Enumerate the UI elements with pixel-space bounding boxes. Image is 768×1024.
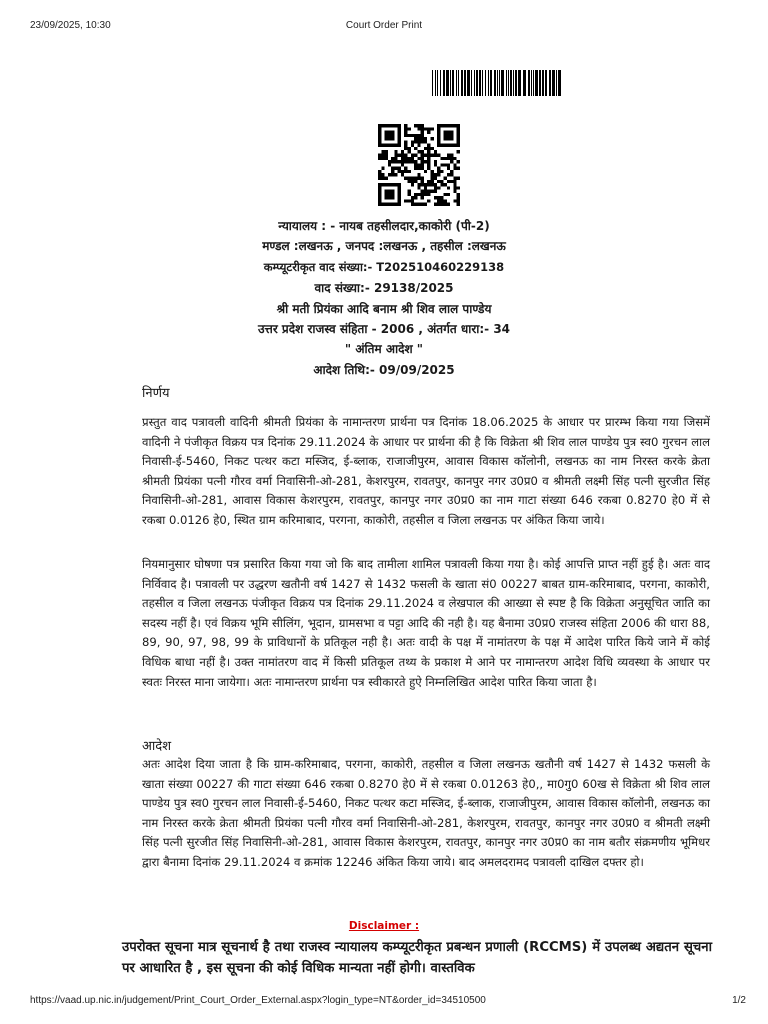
print-url: https://vaad.up.nic.in/judgement/Print_Court_Order_External.aspx?login_type=NT&order_id=34510500 (30, 995, 486, 1006)
order-type: " अंतिम आदेश " (344, 342, 424, 356)
case-number: वाद संख्या:- 29138/2025 (314, 281, 454, 295)
print-datetime: 23/09/2025, 10:30 (30, 20, 111, 31)
case-parties: श्री मती प्रियंका आदि बनाम श्री शिव लाल पाण्डेय (276, 302, 492, 316)
computer-case-number: कम्प्यूटरीकृत वाद संख्या:- T202510460229138 (263, 260, 505, 274)
case-act: उत्तर प्रदेश राजस्व संहिता - 2006 , अंतर्गत धारा:- 34 (257, 322, 511, 336)
qr-code-icon (378, 124, 460, 206)
order-date: आदेश तिथि:- 09/09/2025 (313, 363, 455, 377)
page-number: 1/2 (732, 995, 746, 1006)
disclaimer-label: Disclaimer : (348, 920, 420, 932)
print-title: Court Order Print (345, 20, 423, 31)
judgement-paragraph-2: नियमानुसार घोषणा पत्र प्रसारित किया गया जो कि बाद तामीला शामिल पत्रावली किया गया है। कोई आपत्ति प्राप्त नहीं हुई है। अतः वाद निर्विवाद है। पत्रावली पर उद्धरण खतौनी वर्ष 1427 से 1432 फसली के खाता सं0 00227 बाबत ग्राम-करिमाबाद, परगना, काकोरी, तहसील व जिला लखनऊ पंजीकृत विक्रय पत्र दिनांक 29.11.2024 व लेखपाल की आख्या से स्पष्ट है कि विक्रेता अनुसूचित जाति का सदस्य नहीं है। एवं विक्रय भूमि सीलिंग, भूदान, ग्रामसभा व पट्टा आदि की नही है। यह बैनामा उ0प्र0 राजस्व संहिता 2006 की धारा 88, 89, 90, 97, 98, 99 के प्राविधानों के प्रतिकूल नही है। अतः वादी के पक्ष में नामांतरण के पक्ष में आदेश पारित किये जाने में कोई विधिक बाधा नहीं है। उक्त नामांतरण वाद में किसी प्रतिकूल तथ्य के प्रकाश मे आने पर नामान्तरण आदेश विधि व्यवस्था के आधार पर स्वतः निरस्त माना जायेगा। अतः नामान्तरण प्रार्थना पत्र स्वीकारते हुऐ निम्नलिखित आदेश पारित किया जाता है। (142, 557, 710, 689)
barcode-icon (432, 70, 562, 96)
order-heading: आदेश (142, 739, 172, 754)
disclaimer-text: उपरोक्त सूचना मात्र सूचनार्थ है तथा राजस्व न्यायालय कम्प्यूटरीकृत प्रबन्धन प्रणाली (RCCMS) में उपलब्ध अद्यतन सूचना पर आधारित है , इस सूचना की कोई विधिक मान्यता नहीं होगी। वास्तविक (122, 940, 712, 976)
judgement-heading: निर्णय (142, 386, 170, 401)
court-location: मण्डल :लखनऊ , जनपद :लखनऊ , तहसील :लखनऊ (262, 239, 506, 253)
court-name: न्यायालय : - नायब तहसीलदार,काकोरी (पी-2) (278, 219, 490, 233)
judgement-paragraph-1: प्रस्तुत वाद पत्रावली वादिनी श्रीमती प्रियंका के नामान्तरण प्रार्थना पत्र दिनांक 18.06.2025 के आधार पर प्रारम्भ किया गया जिसमें वादिनी ने पंजीकृत विक्रय पत्र दिनांक 29.11.2024 के आधार पर प्रार्थना की है कि विक्रेता श्री शिव लाल पाण्डेय पुत्र स्व0 गुरचन लाल निवासी-ई-5460, निकट पत्थर कटा मस्जिद, ई-ब्लाक, राजाजीपुरम, आवास विकास कॉलोनी, लखनऊ का नाम निरस्त करके क्रेता श्रीमती प्रियंका पत्नी गौरव वर्मा निवासिनी-ओ-281, केशरपुरम, रावतपुर, कानपुर नगर उ0प्र0 व श्रीमती लक्ष्मी सिंह पत्नी सुरजीत सिंह निवासिनी-ओ-281, आवास विकास केशरपुरम, रावतपुर, कानपुर नगर उ0प्र0 का नाम गाटा संख्या 646 रकबा 0.8270 हे0 में से रकबा 0.0126 हे0, स्थित ग्राम करिमाबाद, परगना, काकोरी, तहसील व जिला लखनऊ पर अंकित किया जाये। (142, 415, 710, 527)
order-paragraph: अतः आदेश दिया जाता है कि ग्राम-करिमाबाद, परगना, काकोरी, तहसील व जिला लखनऊ खतौनी वर्ष 1427 से 1432 फसली के खाता संख्या 00227 की गाटा संख्या 646 रकबा 0.8270 हे0 में से रकबा 0.01263 हे0,, मा0गु0 60ख से विक्रेता श्री शिव लाल पाण्डेय पुत्र स्व0 गुरचन लाल निवासी-ई-5460, निकट पत्थर कटा मस्जिद, ई-ब्लाक, राजाजीपुरम, आवास विकास कॉलोनी, लखनऊ का नाम निरस्त करके क्रेता श्रीमती प्रियंका पत्नी गौरव वर्मा निवासिनी-ओ-281, केशरपुरम, रावतपुर, कानपुर नगर उ0प्र0 व श्रीमती लक्ष्मी सिंह पत्नी सुरजीत सिंह निवासिनी-ओ-281, आवास विकास केशरपुरम, रावतपुर, कानपुर नगर उ0प्र0 का नाम बतौर संक्रमणीय भूमिधर द्वारा बैनामा दिनांक 29.11.2024 व क्रमांक 12246 अंकित किया जाये। बाद अमलदरामद पत्रावली दाखिल दफ्तर हो। (142, 757, 710, 869)
